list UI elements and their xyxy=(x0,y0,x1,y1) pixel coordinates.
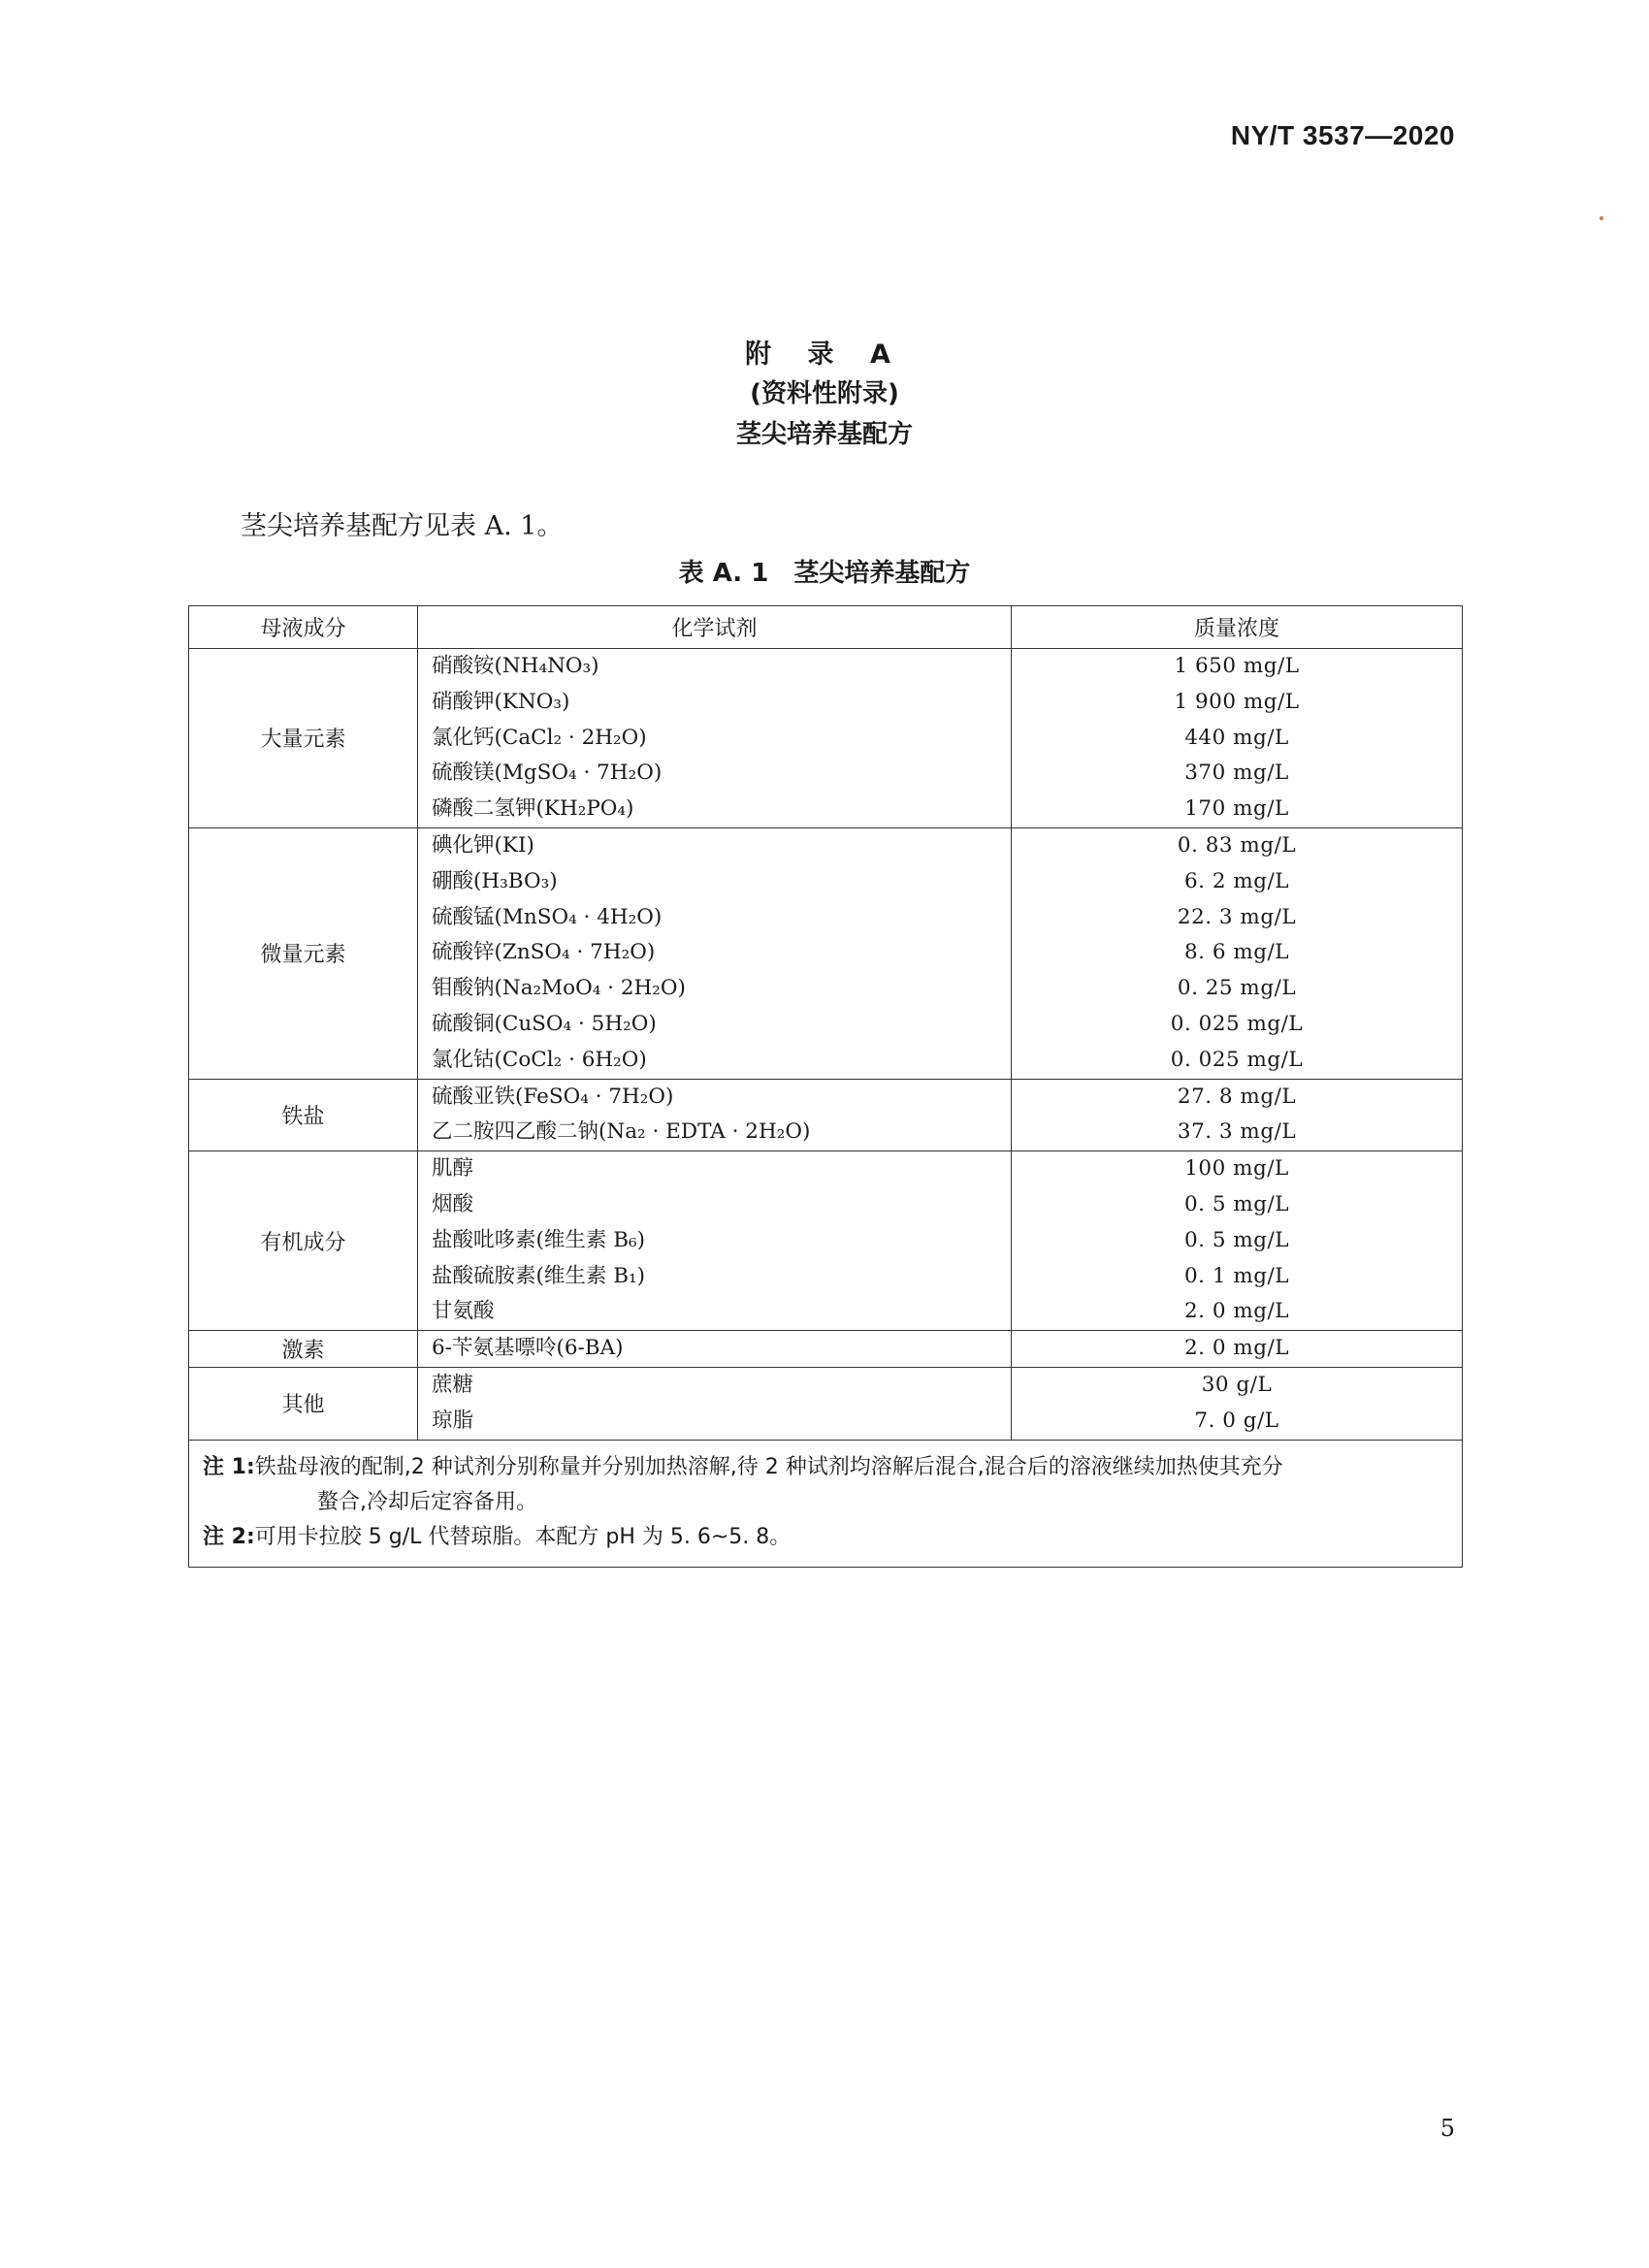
concentration-cell xyxy=(1012,649,1463,828)
concentration-value: 27. 8 mg/L xyxy=(1177,1084,1297,1109)
concentration-cell xyxy=(1012,1331,1463,1368)
concentration-value: 7. 0 g/L xyxy=(1194,1408,1279,1433)
reagent-cell xyxy=(418,1367,1012,1440)
concentration-value: 170 mg/L xyxy=(1184,796,1289,822)
notes-row xyxy=(189,1440,1463,1567)
reagent-name: 硫酸锰(MnSO₄ · 4H₂O) xyxy=(432,904,663,929)
reagent-name: 硫酸亚铁(FeSO₄ · 7H₂O) xyxy=(432,1084,674,1109)
header-category: 母液成分 xyxy=(189,606,418,649)
concentration-value: 2. 0 mg/L xyxy=(1183,1336,1290,1361)
note-text: 铁盐母液的配制,2 种试剂分别称量并分别加热溶解,待 2 种试剂均溶解后混合,混合后的溶液继续加热使其充分 xyxy=(254,1454,1283,1479)
reagent-cell xyxy=(418,827,1012,1079)
category-cell: 其他 xyxy=(189,1367,418,1440)
reagent-name: 硝酸铵(NH₄NO₃) xyxy=(432,654,599,678)
concentration-value: 0. 25 mg/L xyxy=(1177,976,1297,1001)
page-number: 5 xyxy=(1439,2115,1455,2142)
concentration-value: 2. 0 mg/L xyxy=(1183,1299,1290,1324)
table-row xyxy=(189,1367,1463,1440)
category-cell: 大量元素 xyxy=(189,649,418,828)
annex-title: 茎尖培养基配方 xyxy=(735,420,913,449)
table-caption-number: 表 A. 1 xyxy=(678,559,769,588)
concentration-value: 370 mg/L xyxy=(1184,761,1289,786)
category-cell: 铁盐 xyxy=(189,1079,418,1151)
reagent-cell xyxy=(418,1079,1012,1151)
reagent-name: 肌醇 xyxy=(432,1156,474,1182)
reagent-name: 硼酸(H₃BO₃) xyxy=(432,868,558,893)
concentration-value: 440 mg/L xyxy=(1184,725,1289,750)
reagent-name: 碘化钾(KI) xyxy=(432,832,534,858)
concentration-value: 0. 5 mg/L xyxy=(1183,1191,1290,1216)
reagent-name: 硫酸铜(CuSO₄ · 5H₂O) xyxy=(432,1011,657,1036)
concentration-value: 6. 2 mg/L xyxy=(1183,868,1290,893)
reagent-cell xyxy=(418,1331,1012,1368)
concentration-value: 0. 83 mg/L xyxy=(1177,832,1297,858)
header-concentration: 质量浓度 xyxy=(1012,606,1463,649)
concentration-value: 1 900 mg/L xyxy=(1174,689,1300,714)
reagent-name: 烟酸 xyxy=(432,1191,474,1216)
reagent-name: 磷酸二氢钾(KH₂PO₄) xyxy=(432,796,634,822)
concentration-value: 37. 3 mg/L xyxy=(1177,1119,1297,1145)
annex-label: 附 录 A xyxy=(745,340,904,370)
note-2 xyxy=(203,1520,1448,1555)
reagent-cell xyxy=(418,649,1012,828)
reagent-name: 6-苄氨基嘌呤(6-BA) xyxy=(432,1336,624,1361)
reagent-name: 乙二胺四乙酸二钠(Na₂ · EDTA · 2H₂O) xyxy=(432,1119,811,1145)
reagent-name: 氯化钙(CaCl₂ · 2H₂O) xyxy=(432,725,647,750)
reagent-cell xyxy=(418,1151,1012,1331)
concentration-value: 1 650 mg/L xyxy=(1174,654,1300,678)
note-1-continuation: 螯合,冷却后定容备用。 xyxy=(317,1489,537,1514)
reagent-name: 甘氨酸 xyxy=(432,1299,495,1324)
formula-table xyxy=(188,605,1463,1568)
table-header-row xyxy=(189,606,1463,649)
category-cell: 微量元素 xyxy=(189,827,418,1079)
reagent-name: 硫酸镁(MgSO₄ · 7H₂O) xyxy=(432,761,663,786)
intro-text: 茎尖培养基配方见表 A. 1。 xyxy=(241,511,564,541)
table-row xyxy=(189,649,1463,828)
reagent-name: 蔗糖 xyxy=(432,1372,474,1397)
concentration-cell xyxy=(1012,1367,1463,1440)
note-label: 注 1: xyxy=(203,1454,255,1479)
table-body xyxy=(189,649,1463,1441)
table-row xyxy=(189,1151,1463,1331)
concentration-cell xyxy=(1012,827,1463,1079)
reagent-name: 琼脂 xyxy=(432,1408,474,1433)
concentration-value: 100 mg/L xyxy=(1184,1156,1289,1182)
annex-type: (资料性附录) xyxy=(750,379,899,408)
category-cell: 激素 xyxy=(189,1331,418,1368)
standard-code: NY/T 3537—2020 xyxy=(1230,120,1455,150)
table-row xyxy=(189,1331,1463,1368)
concentration-value: 0. 5 mg/L xyxy=(1183,1227,1290,1252)
reagent-name: 盐酸吡哆素(维生素 B₆) xyxy=(432,1227,646,1252)
concentration-value: 30 g/L xyxy=(1201,1372,1273,1397)
concentration-cell xyxy=(1012,1079,1463,1151)
reagent-name: 钼酸钠(Na₂MoO₄ · 2H₂O) xyxy=(432,976,686,1001)
concentration-cell xyxy=(1012,1151,1463,1331)
notes-cell xyxy=(189,1440,1463,1567)
concentration-value: 22. 3 mg/L xyxy=(1177,904,1297,929)
note-text: 可用卡拉胶 5 g/L 代替琼脂。本配方 pH 为 5. 6~5. 8。 xyxy=(254,1524,792,1549)
table-caption-title: 茎尖培养基配方 xyxy=(793,559,971,588)
reagent-name: 盐酸硫胺素(维生素 B₁) xyxy=(432,1263,646,1288)
concentration-value: 0. 025 mg/L xyxy=(1170,1011,1304,1036)
concentration-value: 0. 1 mg/L xyxy=(1183,1263,1290,1288)
reagent-name: 硫酸锌(ZnSO₄ · 7H₂O) xyxy=(432,940,656,965)
table-row xyxy=(189,827,1463,1079)
table-caption xyxy=(0,553,1649,589)
reagent-name: 硝酸钾(KNO₃) xyxy=(432,689,570,714)
scan-speck xyxy=(1600,216,1603,220)
note-label: 注 2: xyxy=(203,1524,255,1549)
table-row xyxy=(189,1079,1463,1151)
header-reagent: 化学试剂 xyxy=(418,606,1012,649)
concentration-value: 8. 6 mg/L xyxy=(1183,940,1290,965)
category-cell: 有机成分 xyxy=(189,1151,418,1331)
concentration-value: 0. 025 mg/L xyxy=(1170,1047,1304,1072)
reagent-name: 氯化钴(CoCl₂ · 6H₂O) xyxy=(432,1047,647,1072)
note-1 xyxy=(203,1450,1448,1485)
